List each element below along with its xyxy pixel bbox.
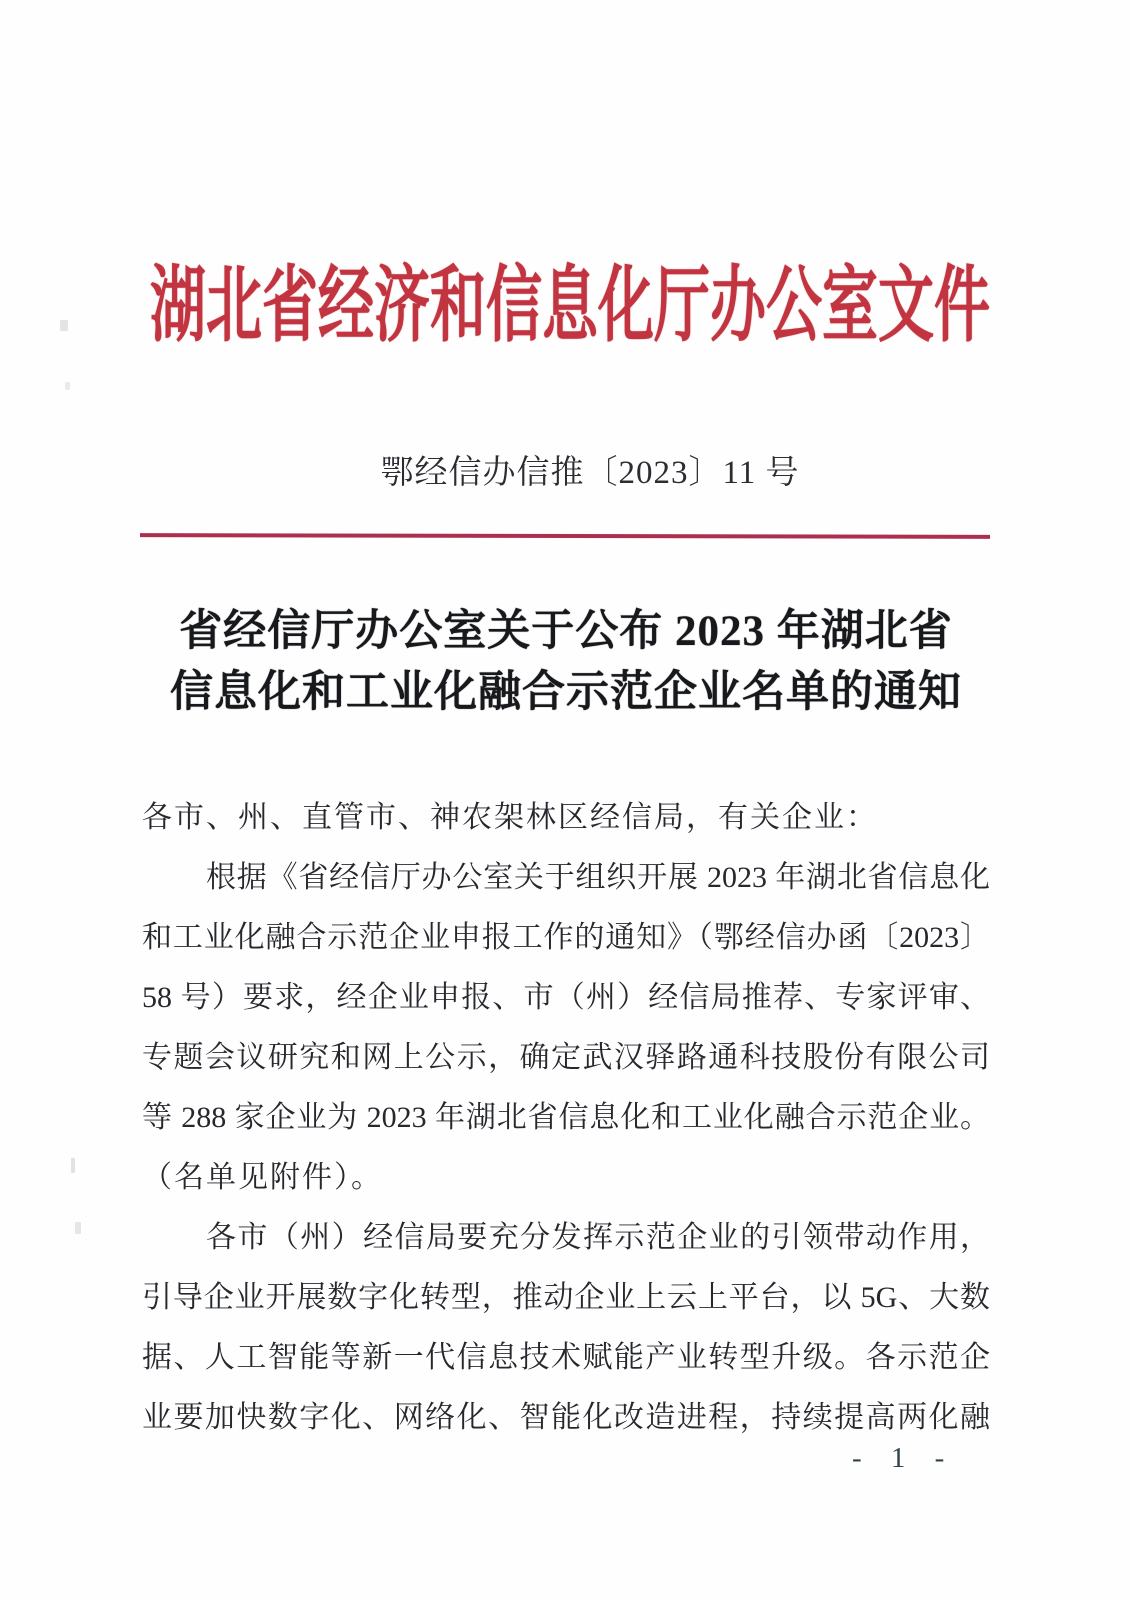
body-line: 等 288 家企业为 2023 年湖北省信息化和工业化融合示范企业。 [142, 1101, 990, 1134]
body-line: 和工业化融合示范企业申报工作的通知》（鄂经信办函〔2023〕 [142, 921, 990, 954]
body-line: 专题会议研究和网上公示，确定武汉驿路通科技股份有限公司 [142, 1041, 990, 1074]
body-line: 根据《省经信厅办公室关于组织开展 2023 年湖北省信息化 [206, 861, 990, 894]
scan-artifact-speck [65, 382, 70, 390]
scan-artifact-speck [71, 1158, 75, 1173]
document-title-line2: 信息化和工业化融合示范企业名单的通知 [170, 669, 962, 716]
scan-artifact-speck [60, 320, 68, 331]
document-title [142, 601, 990, 723]
body-line: （名单见附件）。 [142, 1161, 383, 1194]
page-number: - 1 - [852, 1442, 951, 1474]
body-line: 58 号）要求，经企业申报、市（州）经信局推荐、专家评审、 [142, 981, 990, 1014]
scan-artifact-speck [75, 1222, 81, 1234]
body-line: 引导企业开展数字化转型，推动企业上云上平台，以 5G、大数 [142, 1281, 990, 1314]
body-line: 据、人工智能等新一代信息技术赋能产业转型升级。各示范企 [142, 1341, 990, 1374]
letterhead-title: 湖北省经济和信息化厅办公室文件 [150, 261, 990, 353]
document-title-line1: 省经信厅办公室关于公布 2023 年湖北省 [179, 608, 953, 655]
body-line-salutation: 各市、州、直管市、神农架林区经信局，有关企业： [142, 801, 878, 834]
red-divider-line [140, 533, 990, 539]
document-number: 鄂经信办信推〔2023〕11 号 [380, 455, 800, 491]
body-line: 业要加快数字化、网络化、智能化改造进程，持续提高两化融 [142, 1401, 990, 1434]
body-line: 各市（州）经信局要充分发挥示范企业的引领带动作用， [206, 1221, 990, 1254]
document-body [142, 788, 990, 1448]
